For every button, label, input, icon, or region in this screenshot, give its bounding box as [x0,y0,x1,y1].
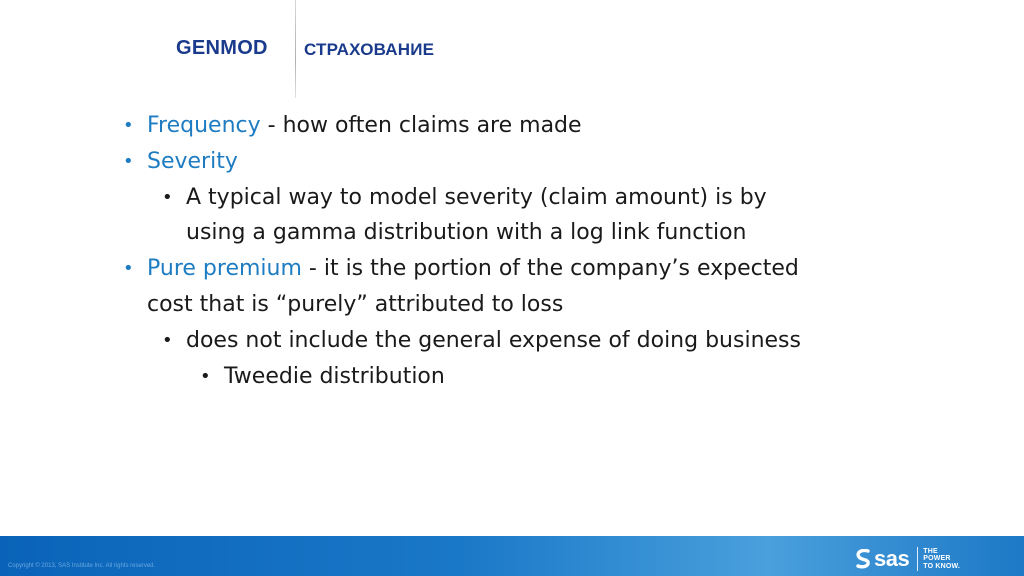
bullet-term: Pure premium [147,256,302,282]
slide-subtitle: СТРАХОВАНИЕ [304,40,435,59]
slide-content [118,108,818,394]
logo-wordmark: sas [874,546,910,571]
bullet-pure-premium [118,251,818,323]
slide-title: GENMOD [176,37,268,59]
tagline-line: TO KNOW. [923,562,961,570]
bullet-severity-detail [118,180,818,252]
tagline-line: THE [923,547,938,555]
bullet-dot-icon: • [162,186,173,208]
bullet-dot-icon: • [123,150,134,172]
bullet-expense-detail [118,323,818,359]
sas-swirl-icon [855,549,873,569]
copyright-text: Copyright © 2013, SAS Institute Inc. All rights reserved. [8,563,156,569]
bullet-dot-icon: • [123,258,134,280]
slide-header [0,0,1024,100]
sas-logo [855,548,960,570]
logo-tagline [923,548,960,571]
bullet-text: Tweedie distribution [224,363,445,389]
logo-divider [917,547,918,571]
slide-footer [0,536,1024,576]
bullet-severity [118,144,818,180]
bullet-dot-icon: • [123,115,134,136]
bullet-dot-icon: • [200,365,211,387]
bullet-text: - how often claims are made [260,113,582,138]
bullet-text: does not include the general expense of doing business [186,327,801,353]
bullet-dot-icon: • [162,329,173,351]
bullet-term: Frequency [147,113,261,138]
bullet-text: - it is the portion of the company’s expected cost that is “purely” attributed to loss [147,256,799,317]
bullet-text: A typical way to model severity (claim amount) is by using a gamma distribution with a log link function [186,184,767,246]
bullet-frequency [118,108,818,144]
bullet-tweedie [118,359,818,395]
header-divider [295,0,296,98]
tagline-line: POWER [923,555,951,563]
bullet-term: Severity [147,148,238,174]
